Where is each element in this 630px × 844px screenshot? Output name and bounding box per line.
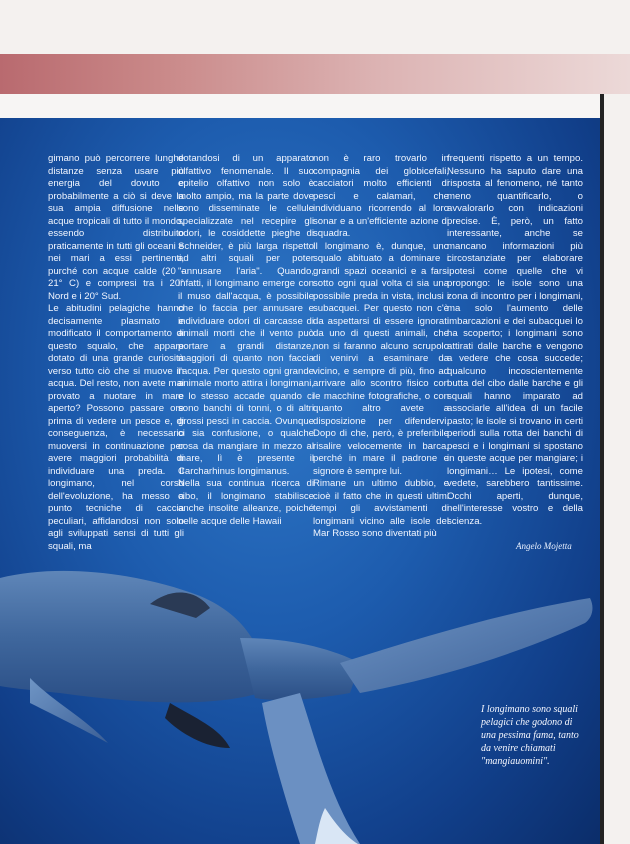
page-margin: [0, 94, 630, 118]
article-column-3: [313, 153, 449, 541]
paragraph: Le abitudini pelagiche hanno decisamente plasmato e modificato il comportamento di questo squalo, che appare dotato di una grande curiosità verso tutto ciò che si muove in acqua. Del resto, non avete mai provato a nuotare in mare aperto? Possono passare ore prima di vedere un pesce e, di conseguenza, è necessario muoversi in continuazione per avere maggiori probabilità di individuare una preda. Il longimano, nel corso dell'evoluzione, ha messo a punto tecniche di caccia peculiari, affidandosi non solo agli sviluppati sensi di tutti gli squali, ma: [48, 303, 184, 552]
paragraph: non è raro trovarlo in compagnia dei globicefali, cacciatori molto efficienti di pesci e calamari, che individuano ricorrendo al loro sonar e a un'efficiente azione di squadra.: [313, 153, 449, 239]
paragraph: dotandosi di un apparato olfattivo fenomenale. Il suo epitelio olfattivo non solo è molto ampio, ma la parte dove sono disseminate le cellule specializzate nel recepire gli odori, le cosiddette pieghe di Schneider, è più larga rispetto ad altri squali per poter "annusare l'aria". Quando, infatti, il longimano emerge con il muso dall'acqua, è possibile che lo faccia per annusare e individuare odori di carcasse di animali morti che il vento può portare a grandi distanze, maggiori di quanto non faccia l'acqua. Per questo ogni grande animale morto attira i longimani, e lo stesso accade quando ci sono banchi di tonni, o di altri grossi pesci in caccia. Ovunque ci sia confusione, o qualche cosa da mangiare in mezzo al mare, lì è presente il Carcharhinus longimanus.: [178, 153, 314, 477]
page-right-margin: [600, 94, 630, 844]
paragraph: gimano può percorrere lunghe distanze senza usare più energia del dovuto e probabilmente a ciò si deve la sua ampia diffusione nelle acque tropicali di tutto il mondo, essendo distribuito praticamente in tutti gli oceani e nei mari a essi pertinenti, purché con acque calde (20 - 21° C) e compresi tra i 20° Nord e i 20° Sud.: [48, 153, 184, 302]
paragraph: Rimane un ultimo dubbio, e cioè il fatto che in questi ultimi tempi gli avvistamenti di longimani vicino alle isole del Mar Rosso sono diventati più: [313, 478, 449, 539]
photo-caption: I longimano sono squali pelagici che godono di una pessima fama, tanto da venire chiamati "mangiauomini".: [481, 704, 579, 767]
paragraph: Il longimano è, dunque, uno squalo abituato a dominare i grandi spazi oceanici e a farsi sotto ogni qual volta ci sia una possibile preda in vista, inclusi i subacquei. Per questo non c'è da aspettarsi di essere ignorati da uno di questi animali, che non si faranno alcuno scrupolo di venirvi a esaminare da vicino, e sempre di più, fino ad arrivare allo scontro fisico con le macchine fotografiche, o con quanto altro avete a disposizione per difendervi. Dopo di che, però, è preferibile risalire velocemente in barca, perché in mare il padrone e signore è sempre lui.: [313, 240, 449, 477]
article-column-2: [178, 153, 314, 528]
header-color-band: [0, 54, 630, 94]
paragraph: Nella sua continua ricerca di cibo, il longimano stabilisce anche insolite alleanze, poiché nelle acque delle Hawaii: [178, 478, 314, 527]
article-column-4: [447, 153, 583, 528]
article-column-1: [48, 153, 184, 553]
author-signature: Angelo Mojetta: [516, 541, 572, 551]
paragraph: frequenti rispetto a un tempo. Nessuno ha saputo dare una risposta al fenomeno, né tanto meno quantificarlo, o avvalorarlo con indicazioni precise. È, però, un fatto interessante, anche se mancano informazioni più circostanziate per elaborare ipotesi come quelle che vi propongo: le isole sono una zona di incontro per i longimani, ma solo l'aumento delle imbarcazioni e dei subacquei lo ha scoperto; i longimani sono attirati dalle barche e vengono a vedere che cosa succede; qualcuno incoscientemente butta del cibo dalle barche e gli squali hanno imparato ad associarle all'idea di un facile pasto; le isole si trovano in certi periodi sulla rotta dei banchi di pesci e i longimani si spostano in queste acque per mangiare; i longimani… Le ipotesi, come vedete, sarebbero tantissime. Occhi aperti, dunque, nell'interesse vostro e della scienza.: [447, 153, 583, 527]
